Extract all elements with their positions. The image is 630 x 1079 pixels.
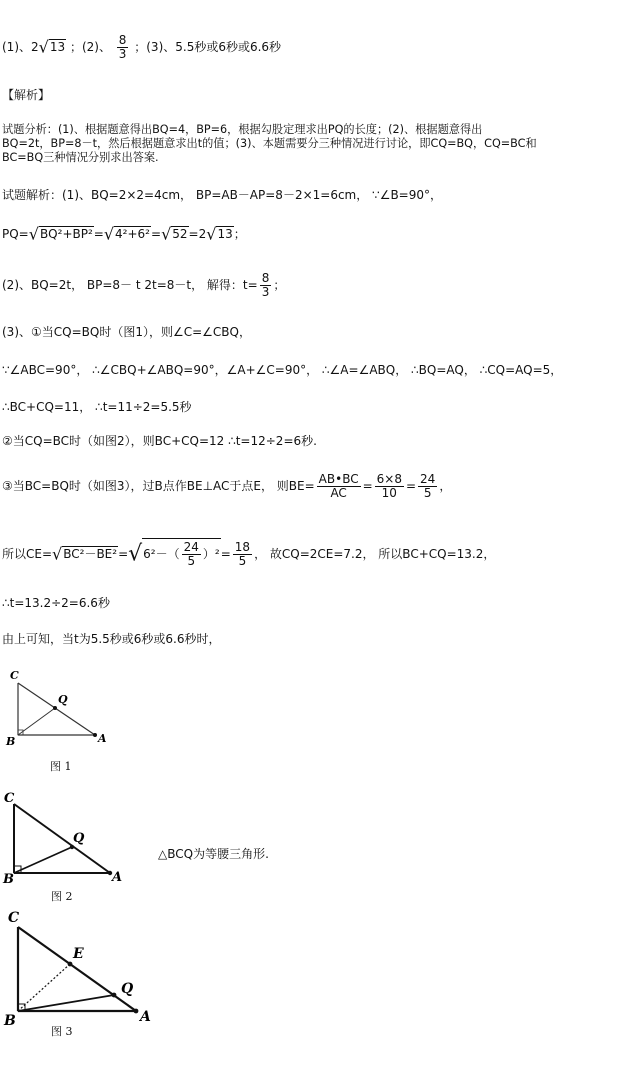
figure-3-caption: 图 3 (51, 1025, 73, 1038)
figure-2-caption: 图 2 (51, 890, 73, 903)
fraction-t: $\frac{8}{3}$ (261, 271, 270, 299)
fraction-8-3: $\frac{8}{3}$ (118, 33, 127, 61)
fig1-label-q: Q (58, 693, 68, 706)
solution-line-10: ∴t=13.2÷2=6.6秒 (2, 596, 110, 610)
fig3-label-b: B (4, 1013, 16, 1029)
solution-line-9: 所以CE=√BC²－BE²=√6²－（ $\frac{24}{5}$ ）²= $\frac{18}{5}$ ， 故CQ=2CE=7.2， 所以BC+CQ=13.2， (2, 540, 496, 568)
solution-line-5: ∵∠ABC=90°， ∴∠CBQ+∠ABQ=90°，∠A+∠C=90°， ∴∠A=∠ABQ， ∴BQ=AQ， ∴CQ=AQ=5， (2, 363, 563, 377)
fig2-label-a: A (112, 870, 123, 883)
fig1-label-b: B (6, 735, 16, 748)
fig3-label-c: C (8, 910, 20, 926)
fig2-label-b: B (3, 872, 14, 883)
solution-line-1: 试题解析：(1)、BQ=2×2=4cm， BP=AB－AP=8－2×1=6cm， ∵∠B=90°， (2, 188, 443, 202)
fig1-label-c: C (10, 669, 19, 682)
fig3-label-a: A (140, 1009, 151, 1025)
answer-line: (1)、2√13 ；(2)、 $\frac{8}{3}$ ；(3)、5.5秒或6秒或6.6秒 (2, 33, 282, 61)
figure-2-diagram (0, 788, 140, 883)
solution-line-8: ③当BC=BQ时（如图3），过B点作BE⊥AC于点E， 则BE= $\frac{AB•BC}{AC}$ = $\frac{6\times 8}{10}$ = $\frac{24}{5}$ ， (2, 472, 452, 500)
figure-2-note: △BCQ为等腰三角形. (158, 847, 269, 861)
figure-3 (0, 905, 170, 1065)
fig3-label-e: E (73, 946, 84, 962)
solution-line-7: ②当CQ=BC时（如图2），则BC+CQ=12 ∴t=12÷2=6秒. (2, 434, 317, 448)
solution-line-3: (2)、BQ=2t， BP=8－ t 2t=8－t， 解得：t= $\frac{8}{3}$ ； (2, 271, 286, 299)
analysis-heading: 【解析】 (2, 88, 51, 102)
figure-1 (0, 665, 130, 780)
figure-1-caption: 图 1 (50, 760, 72, 773)
solution-line-2: PQ=√BQ²+BP²=√4²+6²=√52=2√13； (2, 224, 246, 244)
analysis-line-3: BC=BQ三种情况分别求出答案. (2, 151, 159, 164)
figure-1-diagram (0, 665, 130, 750)
solution-line-11: 由上可知，当t为5.5秒或6秒或6.6秒时， (2, 632, 221, 646)
fig1-label-a: A (98, 732, 107, 745)
analysis-line-2: BQ=2t，BP=8－t，然后根据题意求出t的值；(3)、本题需要分三种情况进行讨论，即CQ=BQ，CQ=BC和 (2, 137, 537, 150)
figure-2 (0, 788, 300, 908)
analysis-line-1: 试题分析：(1)、根据题意得出BQ=4，BP=6，根据勾股定理求出PQ的长度；(2)、根据题意得出 (2, 123, 483, 136)
fig3-label-q: Q (121, 981, 134, 997)
fig2-label-q: Q (73, 831, 85, 846)
solution-line-4: (3)、①当CQ=BQ时（图1），则∠C=∠CBQ， (2, 325, 251, 339)
fig2-label-c: C (4, 791, 15, 806)
solution-line-6: ∴BC+CQ=11， ∴t=11÷2=5.5秒 (2, 400, 192, 414)
figure-3-diagram (0, 905, 170, 1030)
